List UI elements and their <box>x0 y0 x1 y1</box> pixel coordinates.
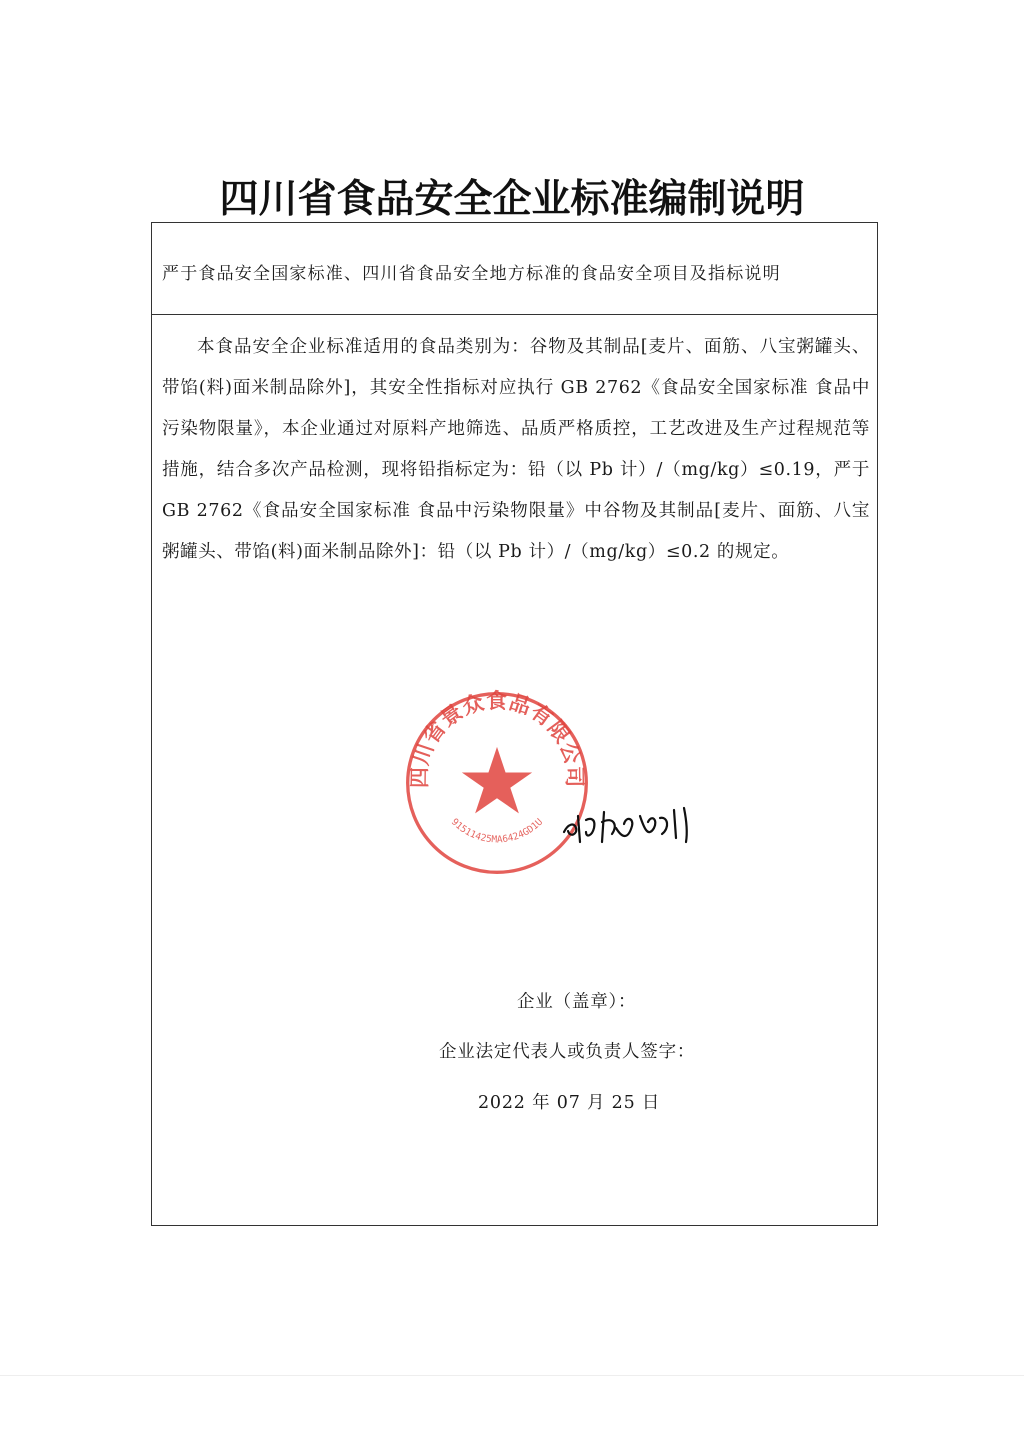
page-title: 四川省食品安全企业标准编制说明 <box>219 177 805 222</box>
handwritten-signature <box>556 798 706 848</box>
svg-text:四川省景众食品有限公司: 四川省景众食品有限公司 <box>407 688 587 789</box>
subheading: 严于食品安全国家标准、四川省食品安全地方标准的食品安全项目及指标说明 <box>162 264 781 284</box>
star-icon <box>462 747 532 814</box>
body-paragraph: 本食品安全企业标准适用的食品类别为：谷物及其制品[麦片、面筋、八宝粥罐头、带馅(料)面米制品除外]，其安全性指标对应执行 GB 2762《食品安全国家标准 食品中污染物限量》，本企业通过对原料产地筛选、品质严格质控，工艺改进及生产过程规范等措施，结合多次产品检测，现将铅指标定为：铅（以 Pb 计）/（mg/kg）≤0.19，严于 GB 2762《食品安全国家标准 食品中污染物限量》中谷物及其制品[麦片、面筋、八宝粥罐头、带馅(料)面米制品除外]：铅（以 Pb 计）/（mg/kg）≤0.2 的规定。 <box>162 337 870 562</box>
svg-text:91511425MA6424GD1U: 91511425MA6424GD1U <box>448 816 546 846</box>
date: 2022 年 07 月 25 日 <box>478 1093 661 1113</box>
scan-edge-line <box>0 1375 1024 1376</box>
company-seal <box>402 688 592 878</box>
enterprise-seal-label: 企业（盖章）： <box>517 992 637 1012</box>
representative-label: 企业法定代表人或负责人签字： <box>439 1042 696 1062</box>
